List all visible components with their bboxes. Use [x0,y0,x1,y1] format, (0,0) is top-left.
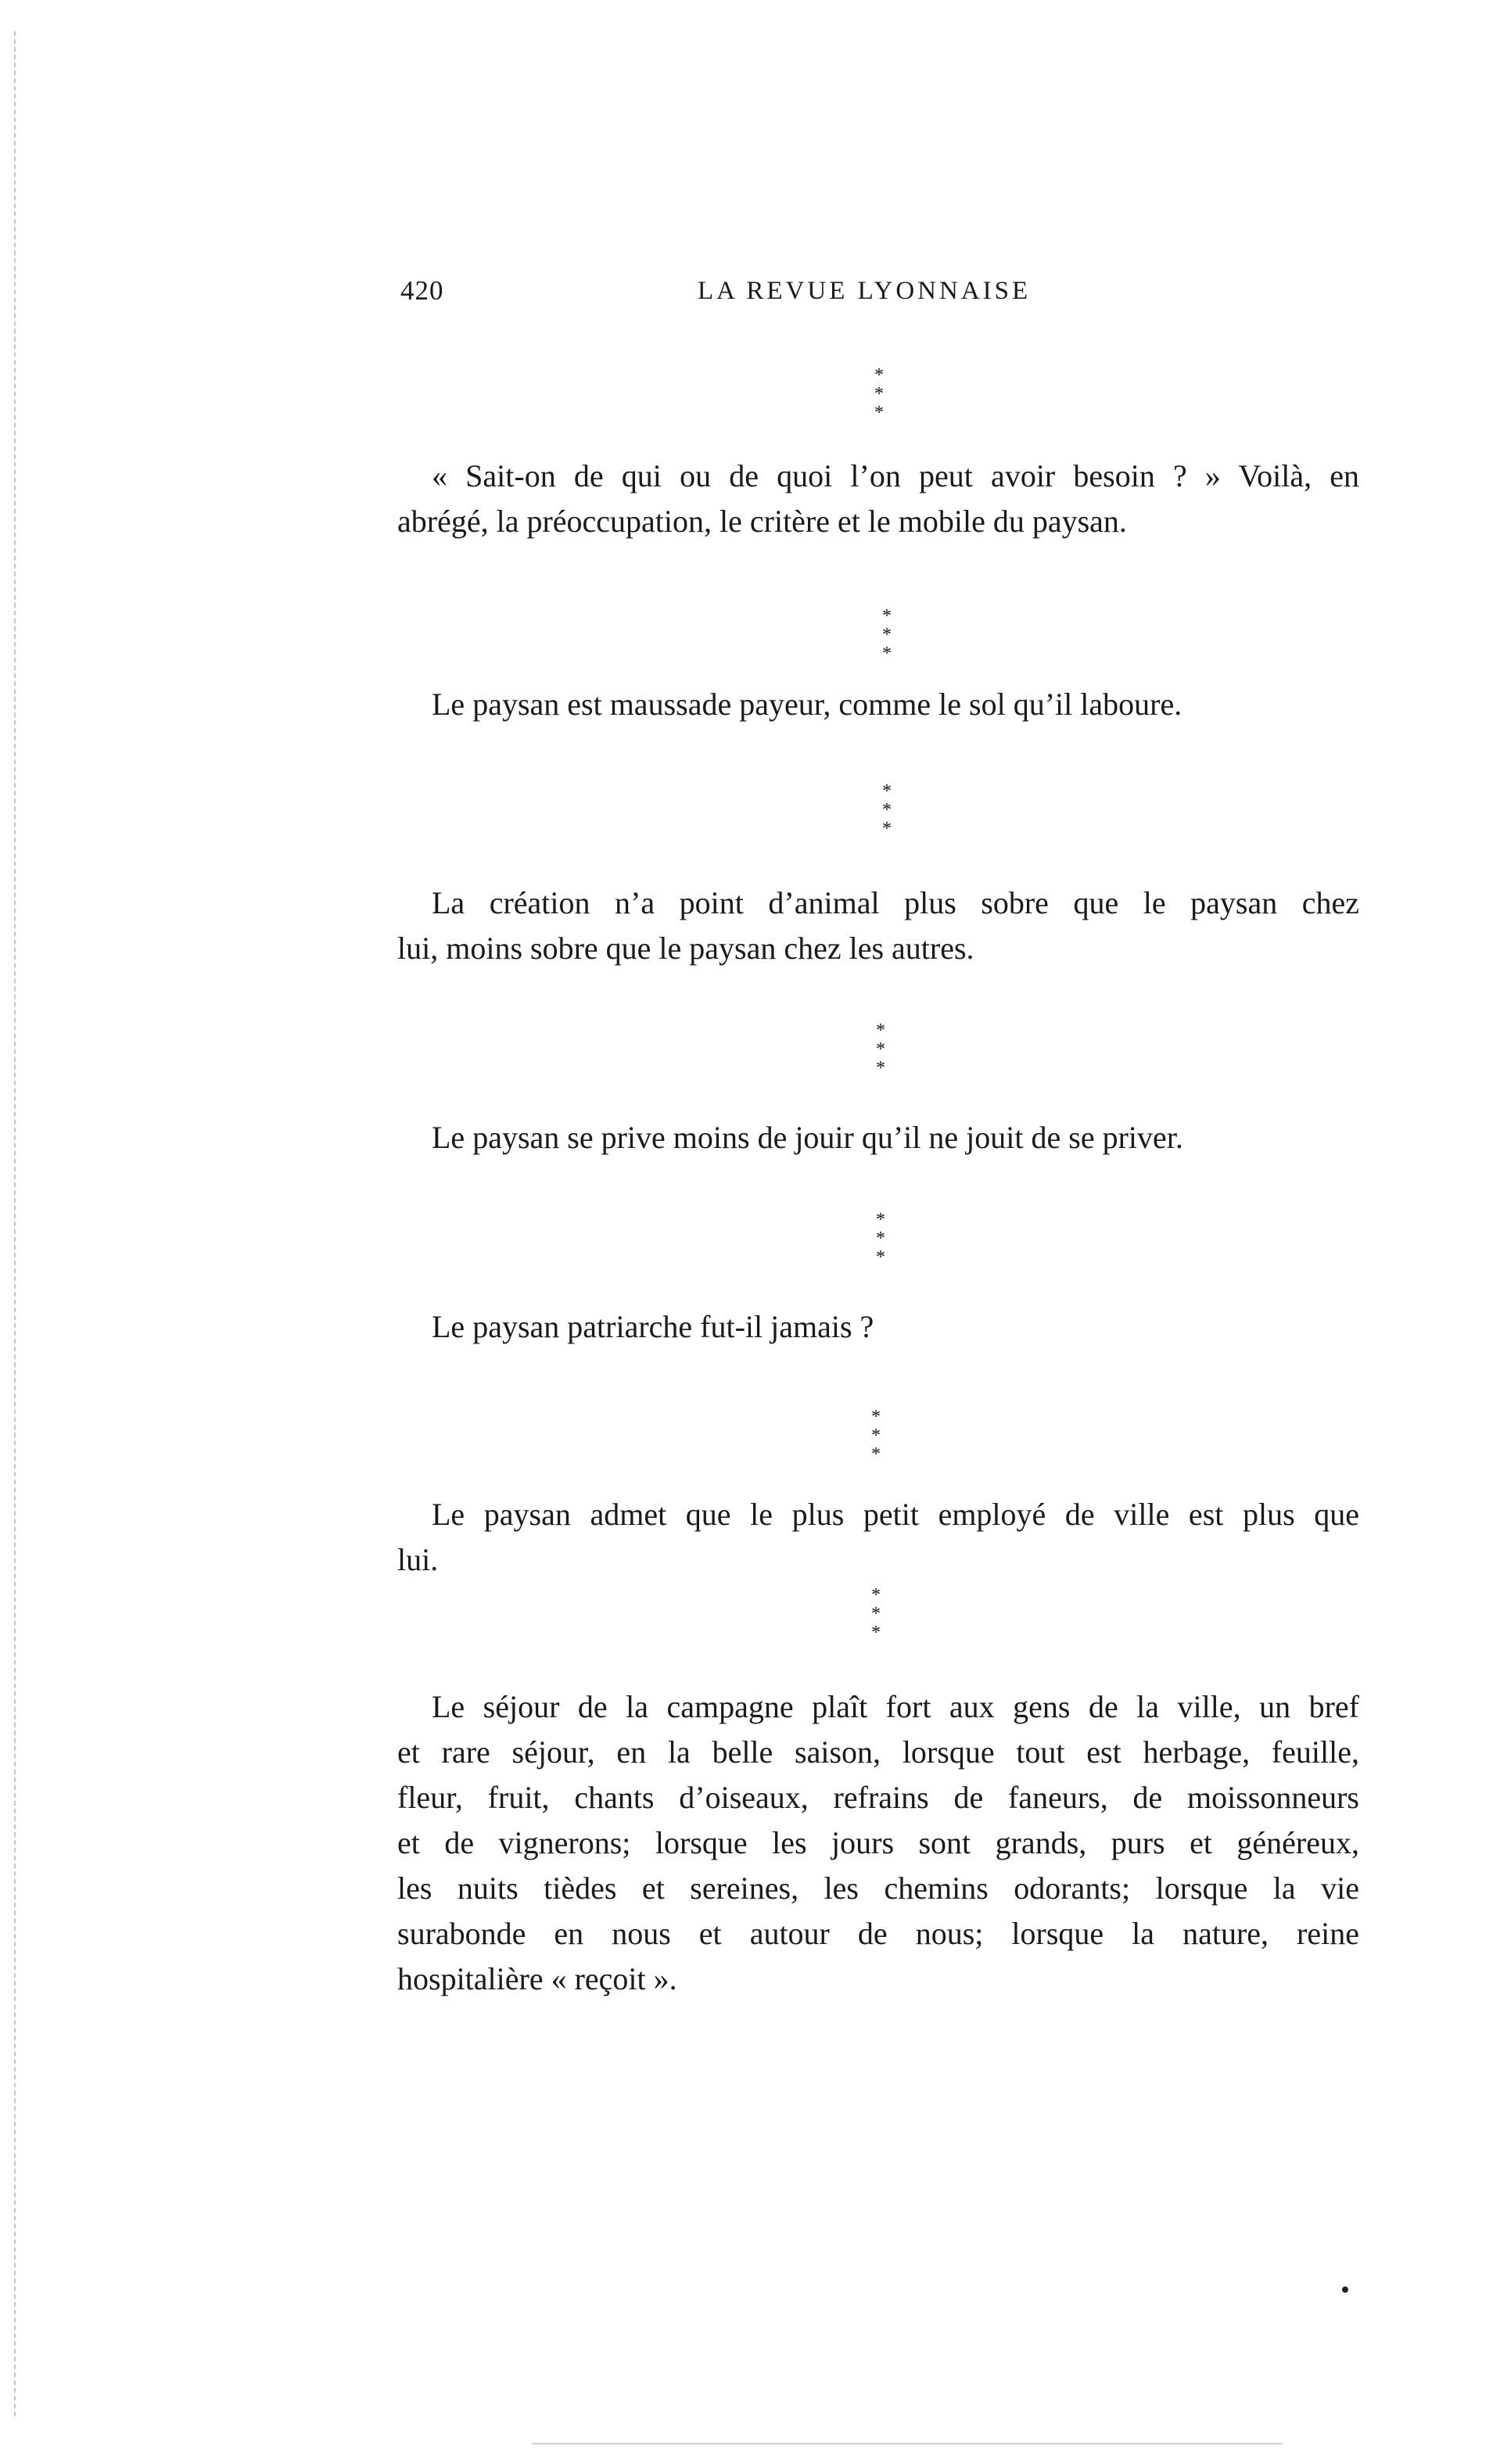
paragraph-line: Le séjour de la campagne plaît fort aux gens de la ville, un bref [432,1689,1359,1724]
paragraph-line: abrégé, la préoccupation, le critère et le mobile du paysan. [397,504,1127,539]
paragraph-line: lui. [397,1542,439,1577]
page-number: 420 [400,275,444,306]
page-bottom-rule [532,2443,1283,2444]
asterism-bottom: * * [874,384,890,423]
asterism-top: * [876,1020,885,1041]
asterism-top: * [871,1585,881,1605]
asterism-separator [852,1585,899,1643]
paragraph-line: La création n’a point d’animal plus sobre que le paysan chez [432,885,1359,920]
running-title: LA REVUE LYONNAISE [698,277,1032,305]
paragraph [397,1684,1359,2002]
asterism-top: * [882,606,892,626]
paragraph-line: hospitalière « reçoit ». [397,1961,677,1996]
paragraph [397,1304,1359,1350]
asterism-separator [857,1210,904,1268]
running-header [400,275,1355,314]
paragraph [397,1492,1359,1583]
paragraph [397,454,1359,544]
asterism-top: * [871,1407,881,1427]
asterism-bottom: * * [871,1604,887,1643]
paragraph-line: Le paysan admet que le plus petit employé de ville est plus que [432,1497,1359,1532]
asterism-bottom: * * [882,800,898,839]
paragraph [397,881,1359,971]
paragraph-line: et rare séjour, en la belle saison, lorsque tout est herbage, feuille, [397,1734,1359,1770]
paragraph-line: Le paysan se prive moins de jouir qu’il ne jouit de se priver. [432,1120,1183,1155]
paragraph [397,682,1359,727]
paragraph-line: Le paysan est maussade payeur, comme le sol qu’il laboure. [432,687,1182,722]
paragraph-line: les nuits tièdes et sereines, les chemins odorants; lorsque la vie [397,1870,1359,1906]
asterism-top: * [876,1210,885,1230]
paragraph-line: « Sait-on de qui ou de quoi l’on peut avoir besoin ? » Voilà, en [432,458,1359,493]
asterism-top: * [882,781,892,802]
asterism-top: * [874,365,884,386]
asterism-separator [863,781,910,839]
ink-speck [1342,2286,1348,2293]
paragraph [397,1115,1359,1160]
asterism-separator [852,1407,899,1465]
paragraph-line: Le paysan patriarche fut-il jamais ? [432,1309,874,1344]
page-edge-line [14,31,16,2416]
paragraph-line: surabonde en nous et autour de nous; lorsque la nature, reine [397,1916,1359,1951]
paragraph-line: et de vignerons; lorsque les jours sont grands, purs et généreux, [397,1825,1359,1860]
asterism-bottom: * * [882,625,898,664]
asterism-bottom: * * [871,1426,887,1465]
paragraph-line: lui, moins sobre que le paysan chez les autres. [397,931,974,966]
asterism-separator [856,365,903,423]
asterism-bottom: * * [876,1228,892,1268]
asterism-bottom: * * [876,1039,892,1078]
asterism-separator [857,1020,904,1078]
paragraph-line: fleur, fruit, chants d’oiseaux, refrains de faneurs, de moissonneurs [397,1780,1359,1815]
asterism-separator [863,606,910,664]
